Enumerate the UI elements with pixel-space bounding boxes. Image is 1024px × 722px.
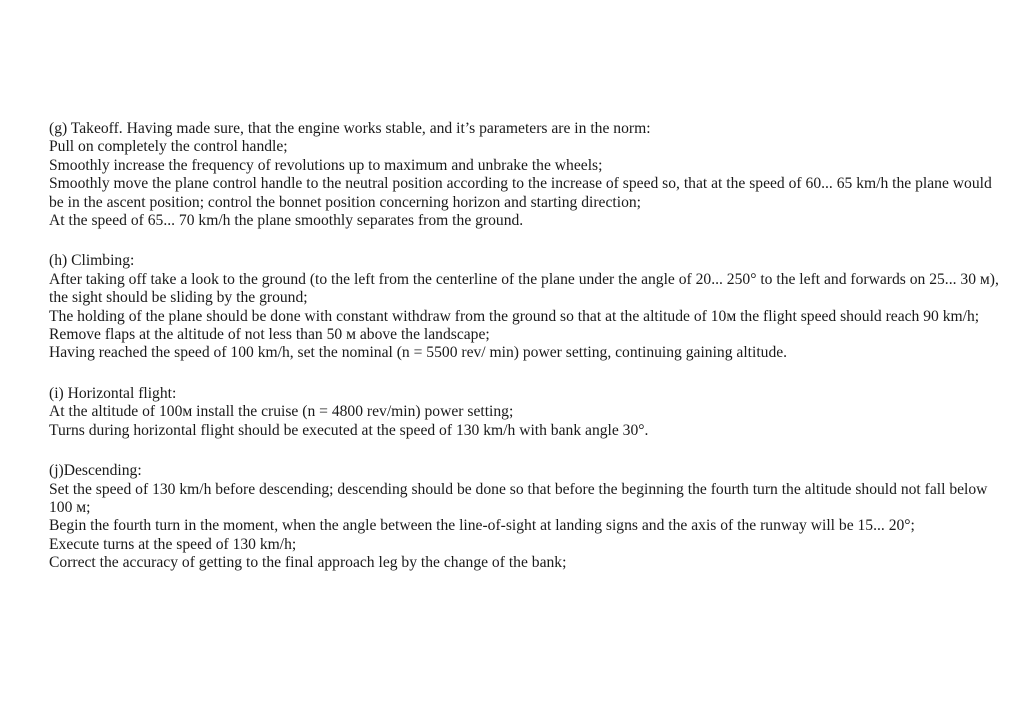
paragraph-line: Having reached the speed of 100 km/h, set the nominal (n = 5500 rev/ min) power setting, continuing gaining altitude. [49,344,788,362]
paragraph-line: The holding of the plane should be done with constant withdraw from the ground so that at the altitude of 10м the flight speed should reach 90 km/h; [49,307,980,325]
paragraph-line: At the altitude of 100м install the cruise (n = 4800 rev/min) power setting; [49,403,514,421]
section-heading: (j)Descending: [49,462,142,480]
paragraph-line: Set the speed of 130 km/h before descending; descending should be done so that before the beginning the fourth turn the altitude should not fall below 100 м; [49,480,988,516]
section-climbing [49,252,1009,362]
paragraph-line: Remove flaps at the altitude of not less than 50 м above the landscape; [49,326,490,344]
section-heading: (g) Takeoff. Having made sure, that the engine works stable, and it’s parameters are in the norm: [49,120,651,137]
paragraph-line: Begin the fourth turn in the moment, when the angle between the line-of-sight at landing signs and the axis of the runway will be 15... 20°; [49,517,915,535]
document-body [49,120,1009,595]
paragraph-line: After taking off take a look to the ground (to the left from the centerline of the plane under the angle of 20... 250° to the left and forwards on 25... 30 м), the sight should be sliding by the ground; [49,270,999,307]
section-heading: (h) Climbing: [49,252,135,270]
section-horizontal-flight [49,385,1009,440]
section-descending [49,462,1009,572]
paragraph-line: Smoothly move the plane control handle to the neutral position according to the increase of speed so, that at the speed of 60... 65 km/h the plane would be in the ascent position; control the bonnet position concerning horizon and starting direction; [49,175,992,211]
paragraph-line: Turns during horizontal flight should be executed at the speed of 130 km/h with bank angle 30°. [49,421,649,439]
paragraph-line: Execute turns at the speed of 130 km/h; [49,535,297,553]
paragraph-line: Pull on completely the control handle; [49,138,288,156]
paragraph-line: At the speed of 65... 70 km/h the plane smoothly separates from the ground. [49,212,524,230]
section-heading: (i) Horizontal flight: [49,384,177,402]
section-takeoff [49,120,1009,230]
paragraph-line: Smoothly increase the frequency of revolutions up to maximum and unbrake the wheels; [49,156,603,174]
paragraph-line: Correct the accuracy of getting to the final approach leg by the change of the bank; [49,554,567,572]
